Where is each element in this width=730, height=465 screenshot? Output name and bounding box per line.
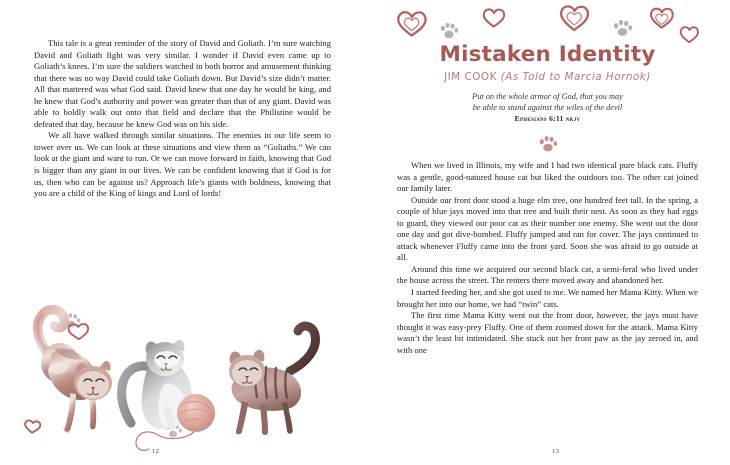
paw-print-divider-icon bbox=[537, 133, 559, 153]
gray-cat-head bbox=[146, 340, 185, 376]
heart-icon bbox=[25, 420, 40, 432]
scripture-epigraph bbox=[397, 92, 698, 125]
chapter-byline bbox=[397, 72, 698, 82]
heart-icon bbox=[395, 6, 429, 38]
calico-cat-head bbox=[74, 361, 112, 400]
heart-icon bbox=[68, 322, 89, 340]
pink-yarn-ball bbox=[177, 394, 215, 432]
paragraph: I started feeding her, and she got used to me. We named her Mama Kitty. When we brought her into our home, we had “twin” cats. bbox=[397, 287, 698, 309]
paw-print-icon bbox=[438, 19, 460, 41]
tabby-cat-head bbox=[229, 350, 265, 387]
byline-credit: (As Told to Marcia Hornok) bbox=[500, 71, 651, 83]
paw-print-divider bbox=[397, 133, 698, 151]
page-number-left: 12 bbox=[152, 448, 160, 455]
heart-icon bbox=[481, 5, 507, 30]
chapter-title: Mistaken Identity bbox=[439, 42, 656, 67]
byline-author: JIM COOK bbox=[444, 71, 497, 83]
scripture-line-1: Put on the whole armor of God, that you may bbox=[472, 92, 623, 101]
heart-icon bbox=[558, 1, 591, 34]
cats-illustration bbox=[18, 301, 348, 451]
right-page-body-text bbox=[397, 160, 698, 356]
paragraph: The first time Mama Kitty went out the front door, however, the jays must have thought it was easy-prey Fluffy. One of them zoomed down for the attack. Mama Kitty wasn’t the least bit intimidated. She stuck out her front paw as the jay zeroed in, and with one bbox=[397, 310, 698, 355]
cats-illustration-svg bbox=[18, 301, 348, 451]
left-page-body-text bbox=[34, 38, 331, 200]
heart-icon bbox=[648, 4, 676, 31]
paragraph: We all have walked through similar situations. The enemies in our life seem to tower over us. We can look at these situations and view them as “Goliaths.” We can look at the giant and want to run. Or we can move forward in faith, knowing that God is bigger than any giant in our lives. We can be confident knowing that if God is for us, then who can be against us? Approach life’s giants with boldness, knowing that you are a child of the King of kings and Lord of lords! bbox=[34, 130, 331, 199]
paragraph: This tale is a great reminder of the story of David and Goliath. I’m sure watching David and Goliath fight was very similar. I wonder if David even came up to Goliath’s knees. I’m sure the soldiers watched in both horror and amusement thinking that there was no way David could take Goliath down. But David’s size didn’t matter. All that mattered was what God said. David knew that one day he would be king, and he knew that God’s authority and power was greater than that of any giant. David was able to boldly walk out onto that field and declare that the Philistine would be defeated that day, because he knew God was on his side. bbox=[34, 38, 331, 129]
scripture-line-2: be able to stand against the wiles of the devil bbox=[472, 102, 623, 112]
yarn-thread bbox=[136, 432, 194, 450]
paw-print-icon bbox=[611, 16, 634, 39]
right-page bbox=[365, 0, 730, 465]
tabby-cat-walking bbox=[229, 326, 315, 435]
paragraph: Outside our front door stood a huge elm tree, one hundred feet tall. In the spring, a couple of blue jays moved into that tree and built their nest. As soon as they had eggs to guard, they viewed our poor cat as their number one enemy. She went out the door one day and got dive-bombed. Fluffy jumped and ran for cover. The jays continued to attack whenever Fluffy came into the front yard. Soon she was afraid to go outside at all. bbox=[397, 194, 698, 263]
heart-icon bbox=[678, 23, 701, 45]
page-number-right: 13 bbox=[552, 448, 560, 455]
chapter-header bbox=[397, 0, 698, 160]
paragraph: Around this time we acquired our second black cat, a semi-feral who lived under the house across the street. The renters there moved away and abandoned her. bbox=[397, 263, 698, 286]
calico-cat-stretching bbox=[38, 310, 112, 433]
scripture-reference: Ephesians 6:11 nkjv bbox=[514, 114, 581, 124]
paragraph: When we lived in Illinois, my wife and I had two identical pure black cats. Fluffy was a gentle, good-natured house cat but liked the outdoors too. The other cat joined our family later. bbox=[397, 160, 698, 194]
